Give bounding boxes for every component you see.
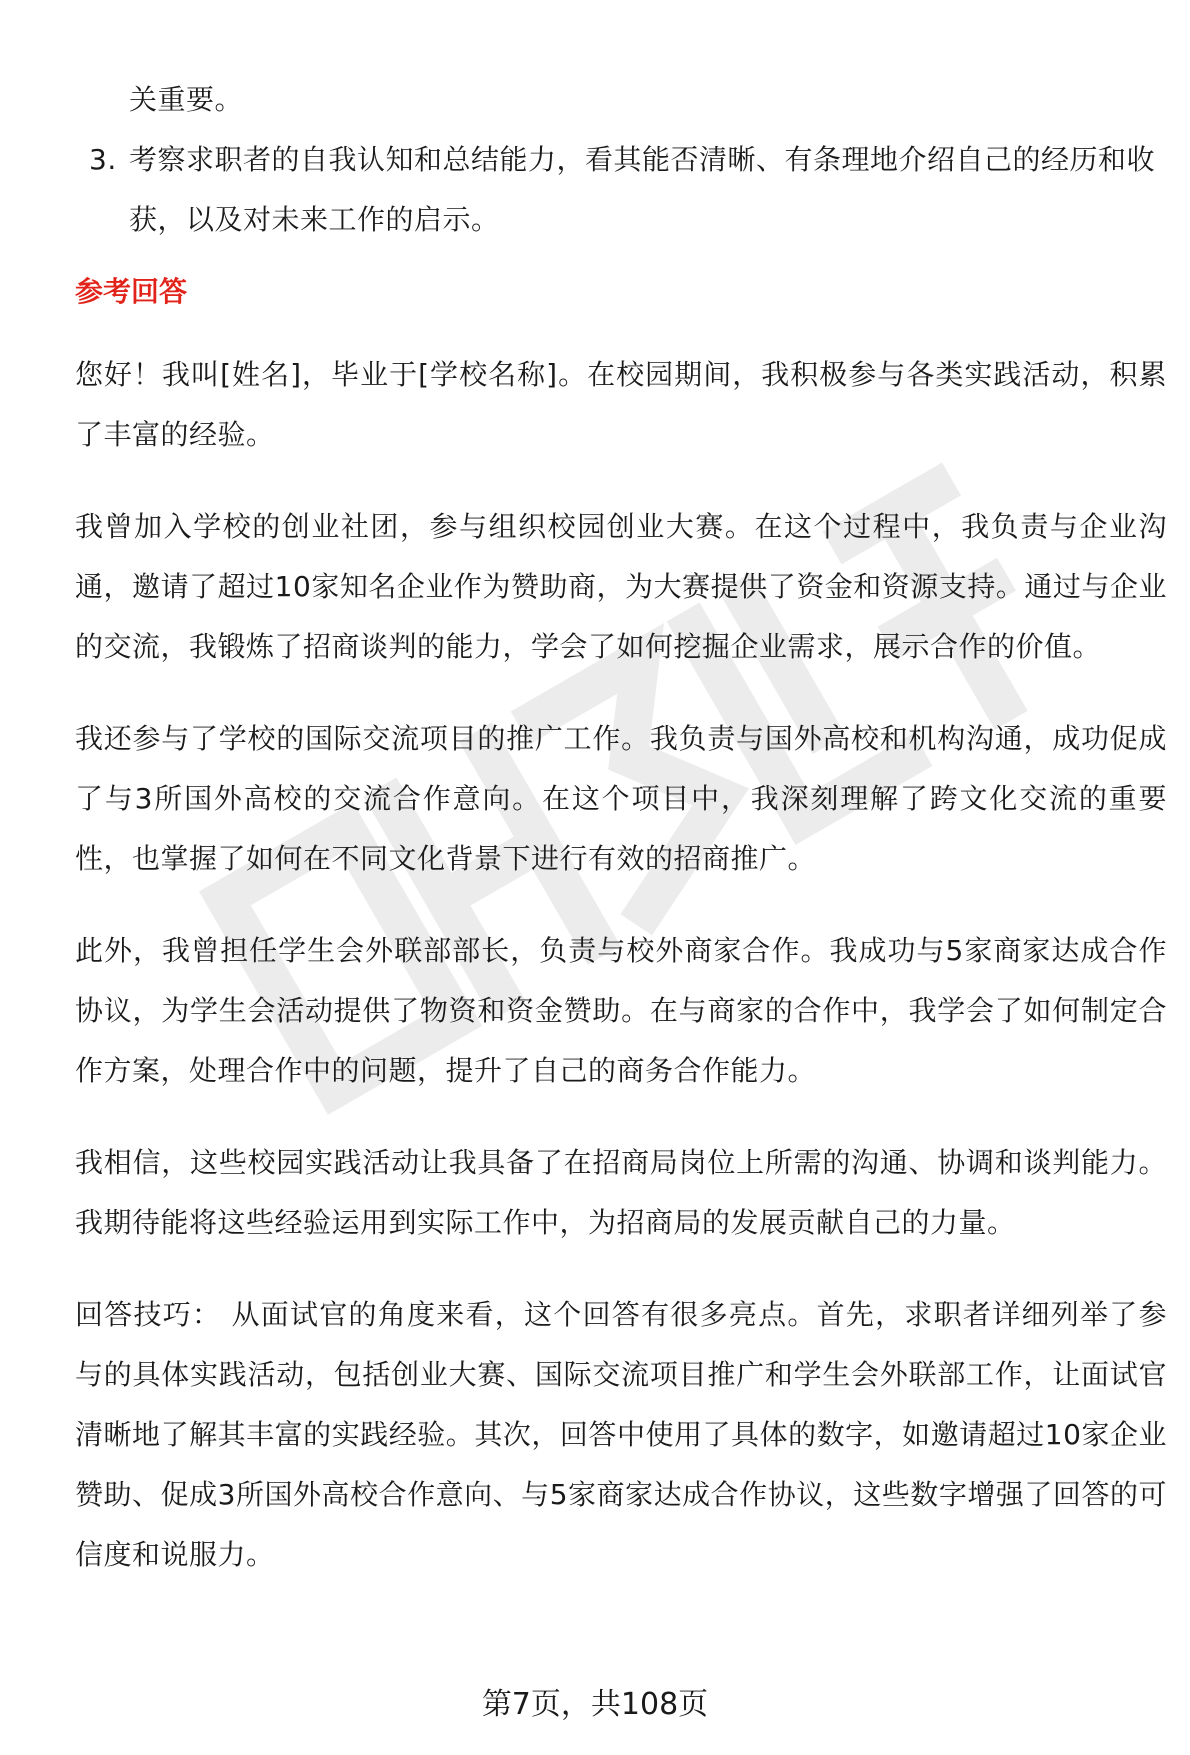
- paragraph-intro: 您好！我叫[姓名]，毕业于[学校名称]。在校园期间，我积极参与各类实践活动，积累了丰富的经验。: [75, 358, 1167, 451]
- answer-content: [75, 345, 1167, 1617]
- numbered-list: [75, 70, 1165, 250]
- section-title: 参考回答: [75, 275, 188, 308]
- list-item-continuation: 关重要。: [129, 83, 244, 116]
- list-item-text: 考察求职者的自我认知和总结能力，看其能否清晰、有条理地介绍自己的经历和收获，以及对未来工作的启示。: [129, 143, 1156, 236]
- paragraph-international: 我还参与了学校的国际交流项目的推广工作。我负责与国外高校和机构沟通，成功促成了与3所国外高校的交流合作意向。在这个项目中，我深刻理解了跨文化交流的重要性，也掌握了如何在不同文化背景下进行有效的招商推广。: [75, 722, 1167, 875]
- paragraph-conclusion: 我相信，这些校园实践活动让我具备了在招商局岗位上所需的沟通、协调和谈判能力。我期待能将这些经验运用到实际工作中，为招商局的发展贡献自己的力量。: [75, 1146, 1167, 1239]
- paragraph-tips: 回答技巧： 从面试官的角度来看，这个回答有很多亮点。首先，求职者详细列举了参与的具体实践活动，包括创业大赛、国际交流项目推广和学生会外联部工作，让面试官清晰地了解其丰富的实践经验。其次，回答中使用了具体的数字，如邀请超过10家企业赞助、促成3所国外高校合作意向、与5家商家达成合作协议，这些数字增强了回答的可信度和说服力。: [75, 1298, 1167, 1571]
- list-item-number: 3.: [89, 143, 117, 176]
- page-number: 第7页，共108页: [481, 1687, 709, 1722]
- paragraph-student-union: 此外，我曾担任学生会外联部部长，负责与校外商家合作。我成功与5家商家达成合作协议，为学生会活动提供了物资和资金赞助。在与商家的合作中，我学会了如何制定合作方案，处理合作中的问题，提升了自己的商务合作能力。: [75, 934, 1167, 1087]
- list-item: [75, 130, 1165, 250]
- paragraph-entrepreneurship: 我曾加入学校的创业社团，参与组织校园创业大赛。在这个过程中，我负责与企业沟通，邀请了超过10家知名企业作为赞助商，为大赛提供了资金和资源支持。通过与企业的交流，我锻炼了招商谈判的能力，学会了如何挖掘企业需求，展示合作的价值。: [75, 510, 1167, 663]
